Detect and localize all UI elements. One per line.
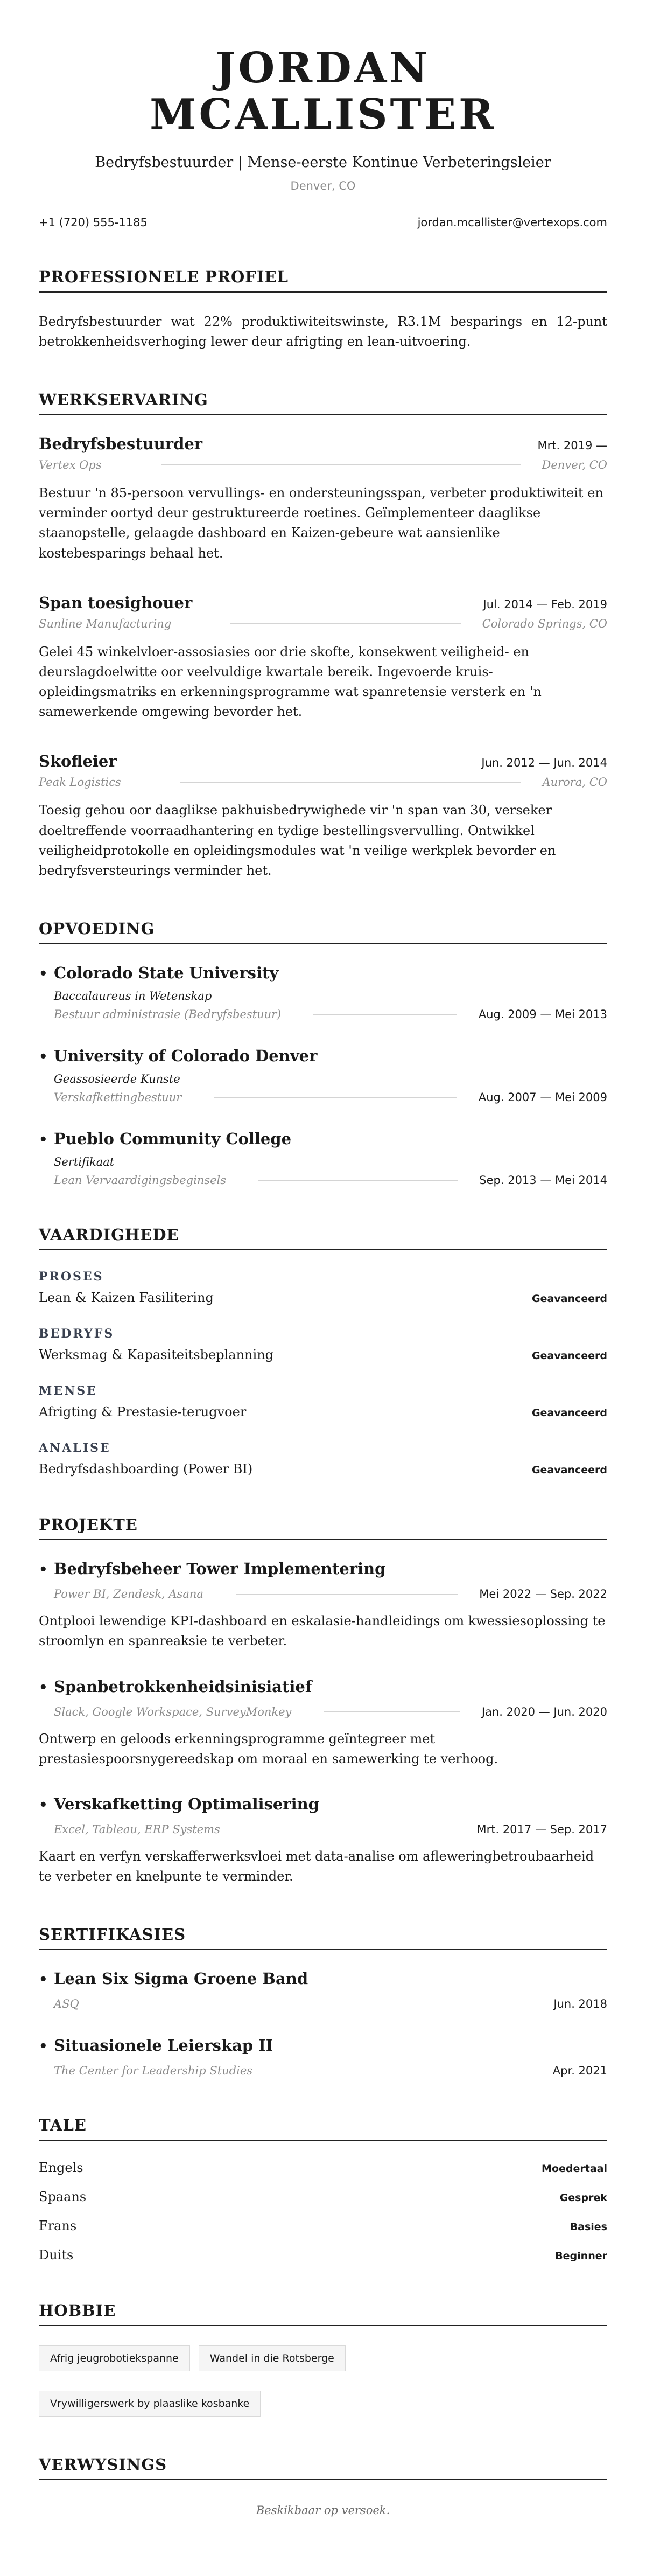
company-name: Sunline Manufacturing [39,617,172,630]
skills-section [39,1226,607,1477]
certification-issuer: ASQ [54,1997,79,2011]
project-tools: Power BI, Zendesk, Asana [54,1588,203,1601]
field-of-study: Verskafkettingbestuur [54,1091,182,1104]
project-dates: Mrt. 2017 — Sep. 2017 [476,1822,607,1836]
skill-category: MENSE [39,1384,97,1398]
language-name: Frans [39,2218,77,2234]
section-title: VAARDIGHEDE [39,1226,607,1250]
skill-level: Geavanceerd [531,1350,607,1362]
divider [236,1594,458,1595]
skill-level: Geavanceerd [531,1407,607,1419]
candidate-name: JORDAN MCALLISTER [150,44,496,139]
profile-summary: Bedryfsbestuurder wat 22% produktiwiteitswinste, R3.1M besparings en 12-punt betrokkenheidsverhoging lewer deur afrigting en lean-uitvoering. [39,314,607,349]
hobby-list [39,2345,607,2417]
project-entry [39,1559,607,1651]
certification-name: Lean Six Sigma Groene Band [54,1969,308,1988]
job-dates: Jun. 2012 — Jun. 2014 [481,756,607,770]
divider [180,782,521,783]
project-entry [39,1795,607,1886]
hobby-tag: Vrywilligerswerk by plaaslike kosbanke [39,2391,261,2417]
hobbies-section [39,2301,607,2417]
language-level: Beginner [555,2250,607,2262]
skill-category: PROSES [39,1270,104,1284]
resume-header [39,45,607,229]
language-level: Gesprek [559,2192,607,2204]
education-dates: Aug. 2009 — Mei 2013 [478,1008,607,1021]
job-dates: Jul. 2014 — Feb. 2019 [483,597,607,611]
profile-section [39,268,607,352]
job-title: Skofleier [39,752,117,771]
project-description: Ontplooi lewendige KPI-dashboard en eskalasie-handleidings om kwessiesoplossing te stroomlyn en spanreaksie te verbeter. [39,1613,606,1649]
job-description: Bestuur 'n 85-persoon vervullings- en ondersteuningsspan, verbeter produktiwiteit en verminder oortyd deur gestruktureerde roetines. Geïmplementeer daaglikse staanopstelle, gelaagde dashboard en Kaizen-gebeure wat aansienlike kostebesparings behaal het. [39,485,603,561]
skill-name: Werksmag & Kapasiteitsbeplanning [39,1347,274,1363]
project-entry [39,1677,607,1769]
language-name: Duits [39,2247,74,2263]
job-location: Denver, CO [542,458,607,471]
section-title: TALE [39,2116,607,2141]
phone-number[interactable]: +1 (720) 555-1185 [39,215,148,229]
job-location: Colorado Springs, CO [482,617,607,630]
education-entry [39,964,607,1021]
bullet-icon: • [39,1679,48,1696]
skill-category: ANALISE [39,1441,111,1456]
references-section [39,2455,607,2517]
skill-level: Geavanceerd [531,1293,607,1305]
certification-issuer: The Center for Leadership Studies [54,2064,253,2078]
education-entry [39,1047,607,1104]
project-dates: Mei 2022 — Sep. 2022 [479,1588,607,1601]
divider [313,1014,457,1015]
hobby-tag: Afrig jeugrobotiekspanne [39,2345,190,2371]
education-dates: Aug. 2007 — Mei 2009 [478,1091,607,1104]
education-dates: Sep. 2013 — Mei 2014 [479,1174,607,1187]
degree: Baccalaureus in Wetenskap [54,990,212,1003]
skill-group [39,1441,607,1477]
education-section [39,920,607,1187]
language-level: Basies [570,2221,607,2233]
section-title: PROFESSIONELE PROFIEL [39,268,607,293]
job-entry [39,435,607,563]
divider [161,464,521,465]
certification-entry [39,1969,607,2010]
skill-group [39,1270,607,1305]
section-title: VERWYSINGS [39,2455,607,2480]
certification-date: Jun. 2018 [553,1997,607,2011]
certification-entry [39,2036,607,2077]
section-title: OPVOEDING [39,920,607,944]
job-title: Bedryfsbestuurder [39,434,203,453]
language-name: Spaans [39,2189,87,2205]
hobby-tag: Wandel in die Rotsberge [199,2345,346,2371]
certification-date: Apr. 2021 [552,2064,607,2078]
school-name: Pueblo Community College [54,1130,292,1148]
language-row [39,2218,607,2233]
divider [214,1097,457,1098]
bullet-icon: • [39,1132,48,1148]
email-address[interactable]: jordan.mcallister@vertexops.com [417,215,607,229]
languages-section [39,2116,607,2262]
degree: Geassosieerde Kunste [54,1073,180,1086]
skill-name: Afrigting & Prestasie-terugvoer [39,1404,247,1420]
skill-group [39,1384,607,1419]
section-title: HOBBIE [39,2301,607,2326]
project-tools: Excel, Tableau, ERP Systems [54,1822,220,1836]
skill-name: Bedryfsdashboarding (Power BI) [39,1461,253,1477]
job-description: Gelei 45 winkelvloer-assosiasies oor drie skofte, konsekwent veiligheid- en deurslagdoelwitte oor veelvuldige kwartale bereik. Ingevoerde kruis-opleidingsmatriks en erkenningsprogramme wat spanretensie versterk en 'n samewerkende omgewing bevorder het. [39,644,542,720]
project-dates: Jan. 2020 — Jun. 2020 [481,1705,607,1718]
language-name: Engels [39,2160,83,2176]
experience-section [39,391,607,881]
language-row [39,2160,607,2175]
education-entry [39,1130,607,1187]
divider [230,623,460,624]
section-title: PROJEKTE [39,1515,607,1540]
language-row [39,2247,607,2262]
projects-section [39,1515,607,1886]
bullet-icon: • [39,966,48,983]
school-name: University of Colorado Denver [54,1047,318,1066]
bullet-icon: • [39,1797,48,1813]
bullet-icon: • [39,1049,48,1066]
language-level: Moedertaal [542,2163,607,2175]
candidate-location: Denver, CO [290,179,356,192]
contact-row [39,216,607,229]
project-name: Verskafketting Optimalisering [54,1794,319,1813]
project-name: Spanbetrokkenheidsinisiatief [54,1677,312,1696]
divider [258,1180,458,1181]
section-title: WERKSERVARING [39,391,607,415]
job-entry [39,752,607,881]
certification-name: Situasionele Leierskap II [54,2036,273,2055]
job-dates: Mrt. 2019 — [537,438,607,452]
degree: Sertifikaat [54,1155,115,1169]
candidate-headline: Bedryfsbestuurder | Mense-eerste Kontinue Verbeteringsleier [95,154,551,171]
job-entry [39,594,607,722]
certifications-section [39,1925,607,2077]
project-tools: Slack, Google Workspace, SurveyMonkey [54,1705,292,1718]
bullet-icon: • [39,2038,48,2055]
divider [324,1711,460,1712]
skill-level: Geavanceerd [531,1464,607,1477]
job-description: Toesig gehou oor daaglikse pakhuisbedrywighede vir 'n span van 30, verseker doeltreffende voorraadhantering en tydige bestellingsvervulling. Ontwikkel veiligheidprotokolle en opleidingsmodules wat 'n veilige werkplek bevorder en bedryfsversteurings verminder het. [39,803,556,879]
project-name: Bedryfsbeheer Tower Implementering [54,1559,386,1578]
job-title: Span toesighouer [39,593,193,612]
field-of-study: Lean Vervaardigingsbeginsels [54,1174,227,1187]
skill-category: BEDRYFS [39,1327,115,1341]
references-note: Beskikbaar op versoek. [256,2504,390,2517]
company-name: Vertex Ops [39,458,102,471]
company-name: Peak Logistics [39,776,121,789]
project-description: Kaart en verfyn verskafferwerksvloei met data-analise om afleweringbetroubaarheid te verbeter en knelpunte te verminder. [39,1848,594,1884]
section-title: SERTIFIKASIES [39,1925,607,1950]
language-row [39,2189,607,2204]
job-location: Aurora, CO [542,776,607,789]
bullet-icon: • [39,1972,48,1988]
skill-name: Lean & Kaizen Fasilitering [39,1290,214,1306]
school-name: Colorado State University [54,964,279,983]
bullet-icon: • [39,1562,48,1578]
project-description: Ontwerp en geloods erkenningsprogramme geïntegreer met prestasiespoorsnygereedskap om moraal en samewerking te verhoog. [39,1731,498,1766]
field-of-study: Bestuur administrasie (Bedryfsbestuur) [54,1008,282,1021]
skill-group [39,1327,607,1362]
